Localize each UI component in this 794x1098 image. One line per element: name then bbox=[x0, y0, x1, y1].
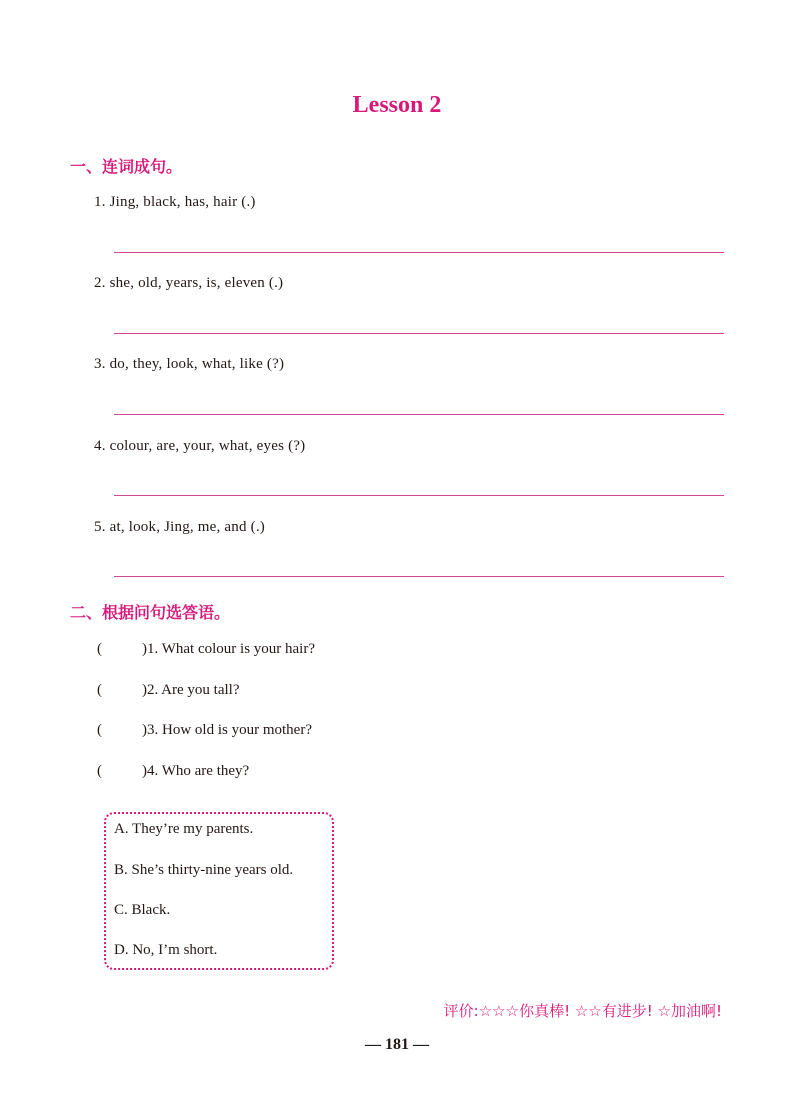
answer-line-5[interactable] bbox=[114, 576, 724, 577]
sentence-item-2: 2. she, old, years, is, eleven (.) bbox=[94, 275, 284, 291]
option-a: A. They’re my parents. bbox=[114, 821, 254, 837]
answer-blank-1[interactable]: ( bbox=[97, 641, 102, 657]
answer-blank-2[interactable]: ( bbox=[97, 682, 102, 698]
option-c: C. Black. bbox=[114, 902, 171, 918]
sentence-item-1: 1. Jing, black, has, hair (.) bbox=[94, 194, 256, 210]
answer-line-3[interactable] bbox=[114, 414, 724, 415]
answer-line-1[interactable] bbox=[114, 252, 724, 253]
section2-heading: 二、根据问句选答语。 bbox=[70, 603, 231, 622]
section1-heading: 一、连词成句。 bbox=[70, 157, 183, 176]
question-1: )1. What colour is your hair? bbox=[142, 641, 316, 657]
question-2: )2. Are you tall? bbox=[142, 682, 240, 698]
answer-blank-3[interactable]: ( bbox=[97, 722, 102, 738]
rating-line: 评价:☆☆☆你真棒! ☆☆有进步! ☆加油啊! bbox=[443, 1002, 722, 1020]
question-3: )3. How old is your mother? bbox=[142, 722, 312, 738]
sentence-item-3: 3. do, they, look, what, like (?) bbox=[94, 356, 285, 372]
page-number: — 181 — bbox=[365, 1036, 429, 1053]
sentence-item-5: 5. at, look, Jing, me, and (.) bbox=[94, 519, 265, 535]
answer-blank-4[interactable]: ( bbox=[97, 763, 102, 779]
question-4: )4. Who are they? bbox=[142, 763, 250, 779]
option-b: B. She’s thirty-nine years old. bbox=[114, 862, 294, 878]
option-d: D. No, I’m short. bbox=[114, 942, 218, 958]
answer-line-2[interactable] bbox=[114, 333, 724, 334]
sentence-item-4: 4. colour, are, your, what, eyes (?) bbox=[94, 438, 306, 454]
answer-line-4[interactable] bbox=[114, 495, 724, 496]
lesson-title: Lesson 2 bbox=[352, 92, 442, 118]
